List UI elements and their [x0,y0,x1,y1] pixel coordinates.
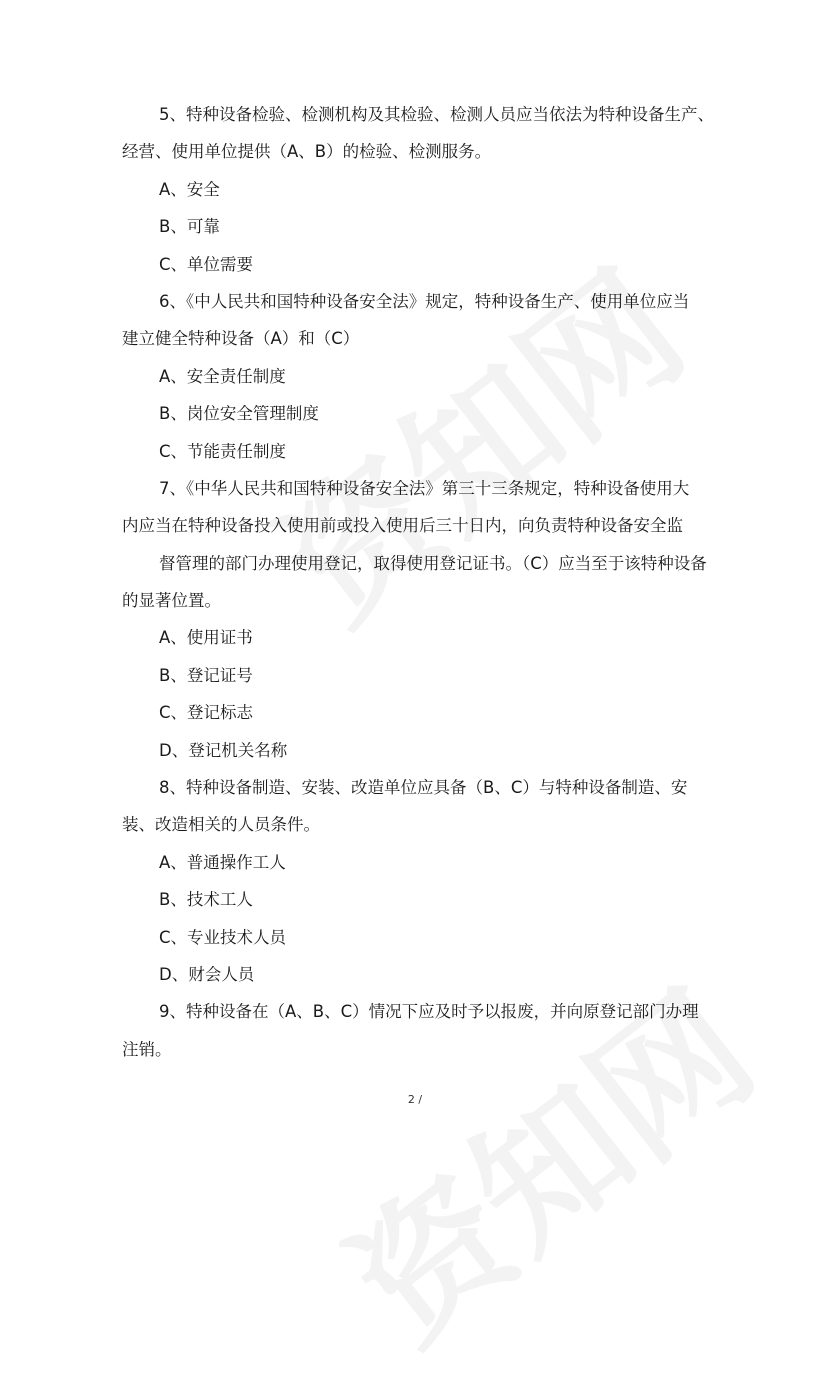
question-7-line-2: 内应当在特种设备投入使用前或投入使用后三十日内，向负责特种设备安全监 [122,516,683,536]
question-7-option-c: C、登记标志 [159,703,254,723]
question-9-line-1: 9、特种设备在（A、B、C）情况下应及时予以报废，并向原登记部门办理 [159,1002,699,1022]
question-7-line-4: 的显著位置。 [122,591,221,611]
question-7-line-3: 督管理的部门办理使用登记，取得使用登记证书。（C）应当至于该特种设备 [159,553,707,573]
question-8-line-1: 8、特种设备制造、安装、改造单位应具备（B、C）与特种设备制造、安 [159,778,688,798]
question-5-option-a: A、安全 [159,179,220,199]
question-9-line-2: 注销。 [122,1039,172,1059]
question-7-option-a: A、使用证书 [159,628,253,648]
question-6-option-c: C、节能责任制度 [159,441,287,461]
question-8-line-2: 装、改造相关的人员条件。 [122,815,320,835]
question-8-option-a: A、普通操作工人 [159,852,286,872]
question-6-option-b: B、岗位安全管理制度 [159,404,319,424]
question-5-line-1: 5、特种设备检验、检测机构及其检验、检测人员应当依法为特种设备生产、 [159,105,714,124]
question-8-option-d: D、财会人员 [159,964,255,984]
document-body [122,96,722,1068]
question-6-option-a: A、安全责任制度 [159,366,286,386]
question-6-line-1: 6、《中人民共和国特种设备安全法》规定，特种设备生产、使用单位应当 [159,291,690,311]
question-7-option-d: D、登记机关名称 [159,740,288,760]
question-6-line-2: 建立健全特种设备（A）和（C） [122,329,360,349]
question-7-line-1: 7、《中华人民共和国特种设备安全法》第三十三条规定，特种设备使用大 [159,478,690,498]
question-8-option-c: C、专业技术人员 [159,927,287,947]
question-5-line-2: 经营、使用单位提供（A、B）的检验、检测服务。 [122,142,492,162]
question-5-option-b: B、可靠 [159,217,220,237]
question-8-option-b: B、技术工人 [159,890,253,910]
question-7-option-b: B、登记证号 [159,665,253,685]
page-number: 2 / [407,1093,423,1106]
question-5-option-c: C、单位需要 [159,254,254,274]
